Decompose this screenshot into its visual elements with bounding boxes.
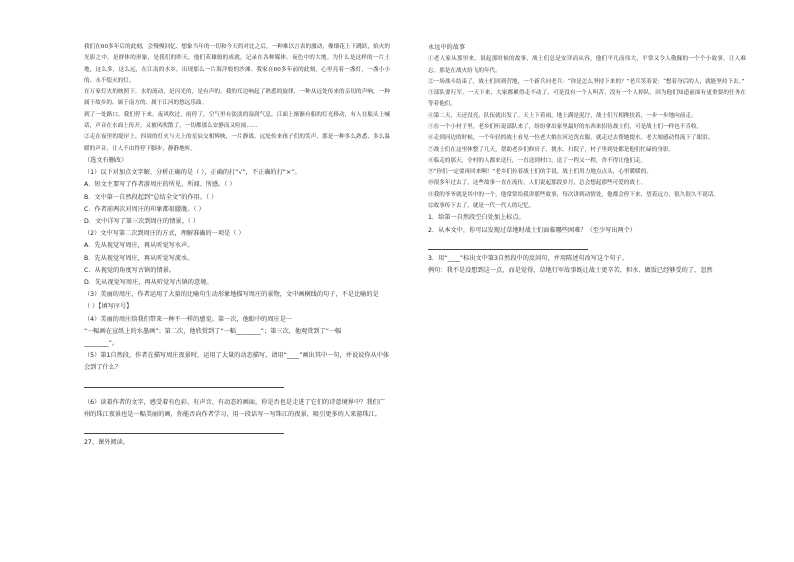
passage-title: 永远中的故事 xyxy=(428,44,466,51)
question-item: “一幅画在宣纸上的水墨画”；第二次，他欣赏到了“一幅________”；第三次，他观赏到了“一幅 xyxy=(84,327,342,335)
passage-paragraph: 在万家灯火的映照下，水的流动，是闪光的，是有声的。我的耳边响起了熟悉的旋律，一种从远处传来的亲切的声响，一种属于故乡的、属于南方的、属于江河的悠远乐曲。 xyxy=(84,89,390,107)
question-item: 3．用“____”标出文中第3自然段中的反问句，并用陈述句改写这个句子。 xyxy=(428,254,628,262)
question-item: A．先从视觉写周庄，再从听觉写水声。 xyxy=(84,242,194,250)
passage-paragraph: 到了一处路口，我们停下来。夜风吹过，雨停了，空气里有淡淡的湿润气息。江面上渐渐有船的灯光移动，有人在船头上喊话，声音在水面上传开，又被风吹散了，一切都那么安静而又喧闹…… xyxy=(84,111,390,130)
question-item: （4）美丽的周庄给我们带来一种不一样的感觉。第一次，他眼中的周庄是一 xyxy=(84,315,293,323)
source-note: （选文有删改） xyxy=(84,156,128,164)
right-column xyxy=(428,42,746,277)
question-item: C．从视觉的角度写古镇的情景。 xyxy=(84,266,175,274)
passage-paragraph: ⑦战士们在这里休整了几天，帮助老乡们修房子、挑水、扫院子，村子里到处都是他们忙碌的身影。 xyxy=(428,146,675,153)
question-item: D．文中详写了第三次到周庄的情景。（ ） xyxy=(84,217,200,225)
passage-paragraph: ⑤在一个小村子里，老乡们听说部队来了，纷纷拿出家里最好的东西来招待战士们，可是战士们一样也不肯收。 xyxy=(428,123,703,130)
question-item: D．先从视觉写周庄，再从听觉写古镇的意境。 xyxy=(84,279,213,286)
question-item: 2．从本文中，你可以发现过草地时战士们面临哪些困难？（至少写出两个） xyxy=(428,226,637,234)
question-item: （ ）【填写序号】 xyxy=(84,303,133,311)
passage-paragraph: ②走在夜里的堤岸上，四周的灯火与天上的星辰交相辉映，一片静谧。远处传来孩子们的笑声，那是一种多么熟悉、多么温暖的声音，让人不由得停下脚步，静静地听。 xyxy=(84,134,390,152)
answer-line[interactable] xyxy=(84,375,284,388)
passage-paragraph: ②一场战斗结束了，战士们回到营地，一个新兵问老兵：“你是怎么坚持下来的？”老兵笑着说：“想着身后的人，就能坚持下去。” xyxy=(428,78,745,85)
question-item: B．文中第一自然段起到“总结全文”的作用。（ ） xyxy=(84,193,218,201)
passage-paragraph: ③部队要行军，一天下来，大家都累得走不动了，可是没有一个人叫苦，没有一个人掉队，因为他们知道前面有更重要的任务在等着他们。 xyxy=(428,90,746,108)
question-item: （6）读着作者的文字，感受着有色彩、有声音、有动态的画面，你是否也是走进了它们的诗意境界中？我们广州的珠江夜景也是一幅美丽的画，你能否向作者学习，用一段话写一写珠江的夜景，吸引更多的人来游珠江。 xyxy=(84,398,385,418)
passage-paragraph: ⑩很多年过去了，这些故事一直在流传，人们说起那段岁月，总会想起那些可爱的战士。 xyxy=(428,180,647,187)
passage-paragraph: 我们在60多年后的此刻，会慢慢回忆、想象当年的一切和今天的对比之后，一种难以言表的激动，像烟花上下跳跃，焰火的光影之中，是群体的形象，是我们的昨天，他们英雄般的成就，记录在各种媒体。夜色中的大地。为什么是这样的一片土地，这么多，这么远，在江南的水乡，出现那么一片海洋般的沙滩。我家在60多年前的此刻，心里亮着一盏灯，一盏小小的、永不熄灭的灯。 xyxy=(84,44,390,84)
question-item: 1．给第一自然段空白处加上标点。 xyxy=(428,214,525,222)
question-item: B．先从视觉写周庄，再从听觉写流水。 xyxy=(84,254,194,262)
passage-paragraph: ①老人家从那里来，说起那时候的故事，战士们总是安详而从容，他们平凡而伟大，平常又令人敬佩的一个个小故事，让人难忘。那是在战火纷飞的年代。 xyxy=(428,56,746,74)
question-item: ________”。 xyxy=(84,340,119,348)
answer-line[interactable] xyxy=(84,421,284,434)
passage-paragraph: ④第二天，天还没亮，队伍就出发了。天上下着雨，地上满是泥泞，战士们互相搀扶着，一步一步地向前走。 xyxy=(428,112,697,119)
question-item: A．短文主要写了作者游周庄的所见、所闻、所感。（ ） xyxy=(84,181,236,189)
question-item: （2）文中写第二次到周庄的方式，理解准确的一项是（ ） xyxy=(84,230,245,238)
question-item: 例句：我不是没想到这一点，而是觉得，草地行军故事既让战士更辛苦，担水、做饭已经够受的了，忽然 xyxy=(428,266,713,274)
passage-paragraph: ⑫故事传下去了，就是一代一代人的记忆。 xyxy=(428,203,535,210)
section-heading: 27、课外阅读。 xyxy=(84,439,129,447)
question-item: （5）第1自然段，作者在描写周庄夜景时，运用了大量的动态描写，请用“____”画出其中一句，并说说你从中体会到了什么？ xyxy=(84,352,390,372)
passage-paragraph: ⑥走到河边的时候，一个年轻的战士看见一位老大娘在河边洗衣服，就走过去帮她提水。老大娘感动得流下了眼泪。 xyxy=(428,135,714,142)
question-item: C．作者前两次对周庄的印象都很朦胧。（ ） xyxy=(84,205,205,213)
left-column xyxy=(84,42,390,449)
question-item: （3）美丽的周庄，作者运用了大量的比喻句生动形象地描写周庄的景物，文中画横线的句子，不是比喻的是 xyxy=(84,291,379,299)
passage-paragraph: ⑧临走的那天，全村的人都来送行，一直送到村口，送了一程又一程，舍不得让他们走。 xyxy=(428,157,647,164)
answer-line[interactable] xyxy=(428,237,588,250)
passage-paragraph: ⑨“你们一定要再回来啊！”老乡们拉着战士们的手说。战士们用力地点点头，心里暖暖的。 xyxy=(428,169,652,176)
question-item: （1）以下对加点文字解、分析正确的是（ ），正确的打“√”，不正确的打“×”。 xyxy=(84,169,301,177)
passage-paragraph: ⑪我的爷爷就是其中的一个，他常常给我讲那些故事，每次讲到动情处，他都会停下来，望着远方，很久很久不说话。 xyxy=(428,191,719,198)
